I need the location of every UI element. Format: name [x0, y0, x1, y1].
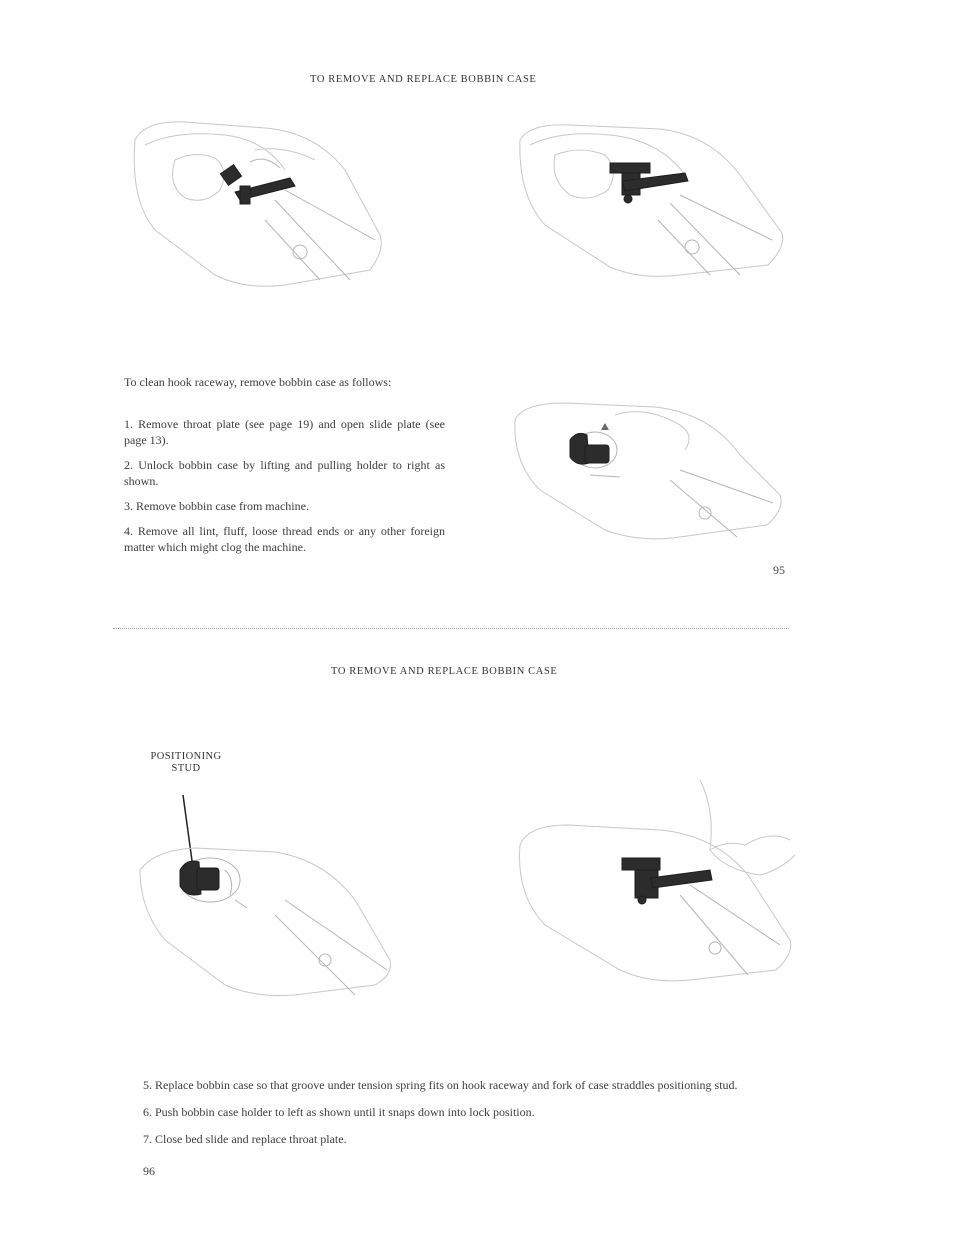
illustration-unlock-holder — [115, 110, 395, 300]
intro-paragraph: To clean hook raceway, remove bobbin case as follows: — [124, 375, 392, 389]
callout-pointer-line — [183, 795, 193, 868]
illustration-holder-released — [510, 115, 790, 290]
page-divider — [113, 628, 789, 629]
intro-text — [124, 374, 445, 390]
step-2: 2. Unlock bobbin case by lifting and pulling holder to right as shown. — [124, 458, 445, 488]
step-1: 1. Remove throat plate (see page 19) and open slide plate (see page 13). — [124, 417, 445, 447]
step-7: 7. Close bed slide and replace throat plate. — [143, 1132, 347, 1146]
page-number-95: 95 — [773, 563, 785, 577]
positioning-stud-label — [138, 751, 234, 775]
steps-list-top — [124, 416, 445, 555]
step-6: 6. Push bobbin case holder to left as shown until it snaps down into lock position. — [143, 1105, 535, 1119]
steps-list-bottom — [143, 1077, 808, 1147]
callout-line-1: POSITIONING — [150, 751, 222, 762]
page-96-title: TO REMOVE AND REPLACE BOBBIN CASE — [331, 666, 558, 677]
step-3: 3. Remove bobbin case from machine. — [124, 499, 309, 513]
illustration-positioning-stud — [135, 790, 395, 1000]
page-95-title: TO REMOVE AND REPLACE BOBBIN CASE — [310, 74, 537, 85]
illustration-remove-bobbin-case — [505, 385, 790, 550]
page-number-96: 96 — [143, 1164, 155, 1178]
callout-line-2: STUD — [171, 763, 201, 774]
illustration-push-holder-lock — [510, 770, 800, 985]
step-4: 4. Remove all lint, fluff, loose thread ends or any other foreign matter which might clog the machine. — [124, 524, 445, 554]
step-5: 5. Replace bobbin case so that groove under tension spring fits on hook raceway and fork of case straddles positioning stud. — [143, 1078, 738, 1092]
